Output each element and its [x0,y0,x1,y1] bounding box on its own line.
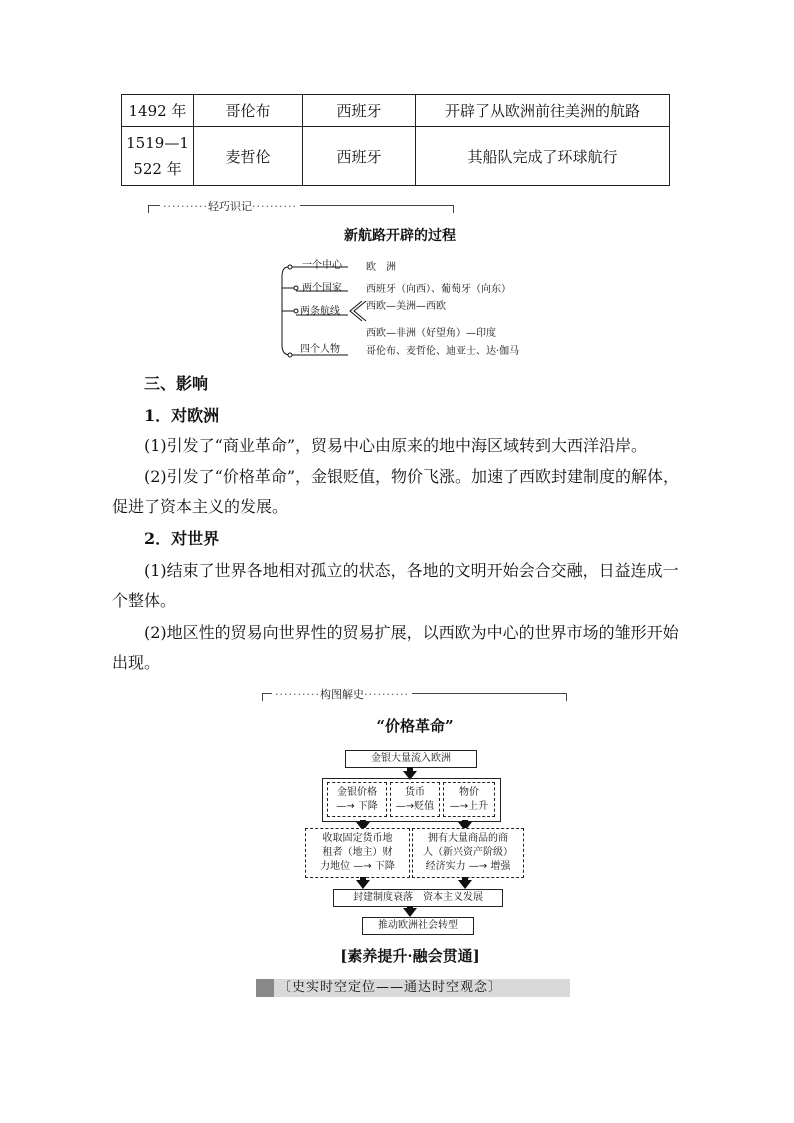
country-cell: 西班牙 [303,127,416,186]
table-row [122,127,670,186]
exploration-table [121,94,670,186]
box-line: —→贬值 [395,800,435,812]
diagram-label: ··········构图解史·········· [272,686,412,702]
europe-paragraph-1: (1)引发了“商业革命”，贸易中心由原来的地中海区域转到大西洋沿岸。 [144,436,648,455]
europe-heading: 1．对欧洲 [144,406,220,425]
world-paragraph-2: (2)地区性的贸易向世界性的贸易扩展，以西欧为中心的世界市场的雏形开始出现。 [112,623,679,672]
achievement-cell: 开辟了从欧洲前往美洲的航路 [416,95,670,127]
flow-box-merchants [412,828,524,878]
flow-box-metal-price [327,782,387,817]
table-row [122,95,670,127]
flow-arrow [403,908,417,917]
year-cell [122,127,194,186]
memory-tip-title: 新航路开辟的过程 [344,228,456,244]
box-line: 经济实力 —→ 增强 [425,861,511,872]
flow-top-box: 金银大量流入欧洲 [345,750,477,768]
box-line: 人（新兴资产阶级） [423,847,513,858]
flow-merge-box: 封建制度衰落 资本主义发展 [333,889,503,907]
divider-tick [148,205,149,213]
year-cell: 1492 年 [122,95,194,127]
box-line: 金银价格 [337,786,377,798]
literacy-subheading: [素养提升·融会贯通] [340,947,480,965]
box-line: 物价 [459,786,479,798]
section-heading: 三、影响 [144,374,209,393]
node-countries: 两个国家 [302,283,342,294]
flow-box-prices [443,782,495,817]
node-routes-detail-1: 西欧—美洲—西欧 [366,301,446,312]
world-heading: 2．对世界 [144,529,220,548]
achievement-cell: 其船队完成了环球航行 [416,127,670,186]
navigator-cell: 麦哲伦 [194,127,303,186]
flow-box-currency [390,782,440,817]
flow-arrow [356,880,370,889]
divider-tick [453,205,454,213]
navigator-cell: 哥伦布 [194,95,303,127]
node-routes: 两条航线 [300,306,340,317]
divider-tick [566,693,567,701]
banner-block [256,979,274,997]
box-line: 收取固定货币地 [322,833,393,844]
diagram-title: “价格革命” [376,717,454,735]
banner-label: 史实时空定位——通达时空观念 [292,980,489,995]
year-line-2: 522 年 [133,160,182,178]
flow-bottom-box: 推动欧洲社会转型 [362,917,474,935]
section-banner [256,979,570,997]
box-line: —→ 下降 [336,800,378,812]
country-cell: 西班牙 [303,95,416,127]
world-paragraph-1: (1)结束了世界各地相对孤立的状态，各地的文明开始会合交融，日益连成一个整体。 [112,561,679,610]
memory-tip-label: ··········轻巧识记·········· [160,198,300,214]
node-countries-detail: 西班牙（向西）、葡萄牙（向东） [366,284,511,295]
node-figures-detail: 哥伦布、麦哲伦、迪亚士、达·伽马 [366,346,520,357]
box-line: 拥有大量商品的商 [428,833,508,844]
flow-arrow [458,880,472,889]
box-line: 租者（地主）财 [322,847,393,858]
node-center-detail: 欧 洲 [366,262,396,273]
node-figures: 四个人物 [300,344,340,355]
node-routes-detail-2: 西欧—非洲（好望角）—印度 [366,328,496,339]
box-line: 力地位 —→ 下降 [320,861,395,872]
box-line: —→上升 [449,800,489,812]
node-center: 一个中心 [302,260,342,271]
europe-paragraph-2: (2)引发了“价格革命”，金银贬值，物价飞涨。加速了西欧封建制度的解体，促进了资本主义的发展。 [112,467,680,516]
flow-box-landlords [305,828,410,878]
divider-tick [262,693,263,701]
box-line: 货币 [405,786,425,798]
banner-text: 〔史实时空定位——通达时空观念〕 [278,980,503,995]
year-line-1: 1519—1 [126,134,189,152]
